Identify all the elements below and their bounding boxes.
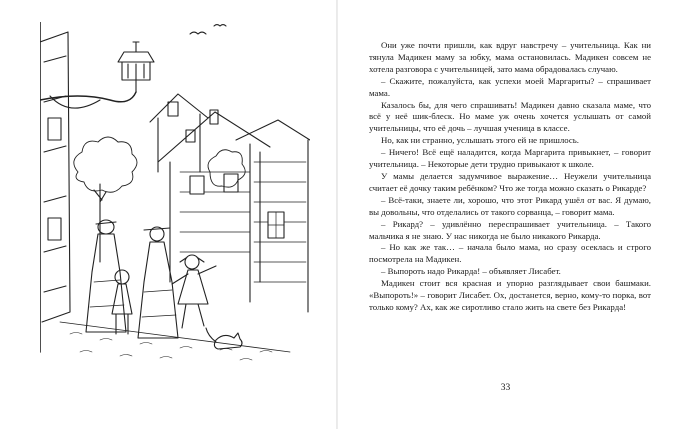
text-block <box>369 40 651 314</box>
paragraph: – Скажите, пожалуйста, как успехи моей Маргариты? – спрашивает мама. <box>369 75 651 98</box>
paragraph: Казалось бы, для чего спрашивать! Мадикен давно сказала маме, что всё у неё шик-блеск. Но маме уж очень хочется услышать от самой учительницы, что её дочь – лучшая ученица в классе. <box>369 99 651 134</box>
right-page <box>337 0 674 429</box>
paragraph: – Всё-таки, знаете ли, хорошо, что этот Рикард ушёл от вас. Я думаю, вы довольны, что отделались от такого сорванца, – говорит мама. <box>369 194 651 217</box>
paragraph: У мамы делается задумчивое выражение… Неужели учительница считает её дочку таким ребёнком? Что же тогда можно сказать о Рикарде? <box>369 170 651 193</box>
paragraph: – Выпороть надо Рикарда! – объявляет Лисабет. <box>381 266 561 277</box>
street-scene-illustration <box>40 22 310 367</box>
page-number: 33 <box>500 383 511 393</box>
paragraph: Мадикен стоит вся красная и упорно разглядывает свои башмаки. «Выпороть!» – говорит Лисабет. Ох, достанется, верно, кому-то порка, вот только кому? Ах, как же сиротливо стало жить на свете без Рикарда! <box>369 278 651 312</box>
paragraph: – Ничего! Всё ещё наладится, когда Маргарита привыкнет, – говорит учительница. – Некоторые дети трудно привыкают к школе. <box>369 147 651 170</box>
paragraph: Но, как ни странно, услышать этого ей не пришлось. <box>381 135 579 146</box>
paragraph: – Рикард? – удивлённо переспрашивает учительница. – Такого мальчика я не знаю. У нас никогда не было никакого Рикарда. <box>369 218 651 241</box>
paragraph: Они уже почти пришли, как вдруг навстречу – учительница. Как ни тянула Мадикен маму за юбку, мама остановилась. Мадикен совсем не хотела разговора с учительницей, зато мама обрадовалась случаю. <box>369 40 651 74</box>
paragraph: – Но как же так… – начала было мама, но сразу осеклась и строго посмотрела на Мадикен. <box>369 242 651 265</box>
